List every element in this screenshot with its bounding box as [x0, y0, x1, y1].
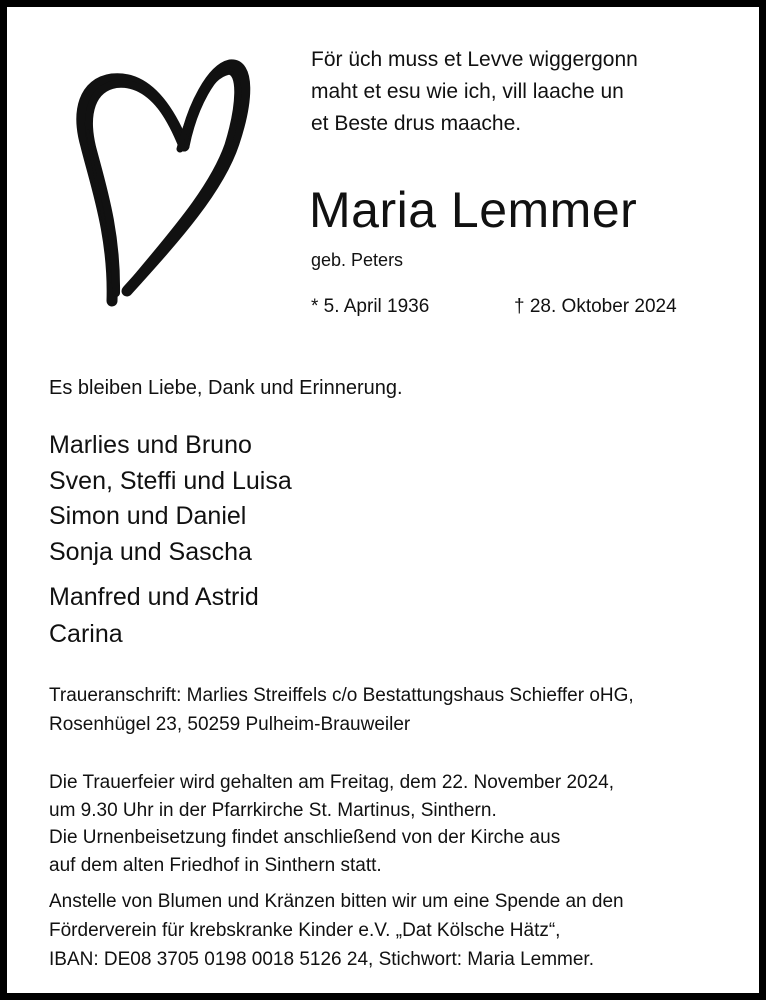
address-line: Rosenhügel 23, 50259 Pulheim-Brauweiler [49, 714, 411, 735]
death-date: † 28. Oktober 2024 [514, 296, 677, 317]
funeral-line: Die Urnenbeisetzung findet anschließend von der Kirche aus [49, 827, 561, 848]
funeral-line: Die Trauerfeier wird gehalten am Freitag, dem 22. November 2024, [49, 772, 614, 793]
funeral-info [49, 769, 614, 879]
address-line: Traueranschrift: Marlies Streiffels c/o Bestattungshaus Schieffer oHG, [49, 685, 634, 706]
mourner-name: Sonja und Sascha [49, 537, 252, 566]
heart-icon [72, 51, 252, 313]
closing-line: Es bleiben Liebe, Dank und Erinnerung. [49, 377, 403, 399]
deceased-name: Maria Lemmer [309, 182, 638, 238]
donation-info [49, 887, 624, 974]
obituary-notice [7, 7, 759, 993]
motto-verse [311, 44, 751, 140]
birth-date: * 5. April 1936 [311, 296, 430, 317]
funeral-line: auf dem alten Friedhof in Sinthern statt. [49, 854, 382, 876]
funeral-line: um 9.30 Uhr in der Pfarrkirche St. Martinus, Sinthern. [49, 799, 497, 821]
mourner-name: Carina [49, 620, 123, 648]
mourner-name: Simon und Daniel [49, 502, 247, 530]
mourner-name: Sven, Steffi und Luisa [49, 466, 292, 495]
mourners-group-2 [49, 579, 259, 653]
mourner-name: Manfred und Astrid [49, 583, 259, 611]
motto-line: För üch muss et Levve wiggergonn [311, 48, 638, 71]
donation-line: Anstelle von Blumen und Kränzen bitten wir um eine Spende an den [49, 891, 624, 912]
motto-line: et Beste drus maache. [311, 112, 522, 135]
mourner-name: Marlies und Bruno [49, 431, 252, 459]
motto-line: maht et esu wie ich, vill laache un [311, 80, 624, 103]
donation-line: IBAN: DE08 3705 0198 0018 5126 24, Stichwort: Maria Lemmer. [49, 949, 594, 970]
mourners-group-1 [49, 428, 292, 570]
maiden-name: geb. Peters [311, 250, 404, 270]
mourning-address [49, 681, 634, 739]
donation-line: Förderverein für krebskranke Kinder e.V. „Dat Kölsche Hätz“, [49, 920, 561, 941]
